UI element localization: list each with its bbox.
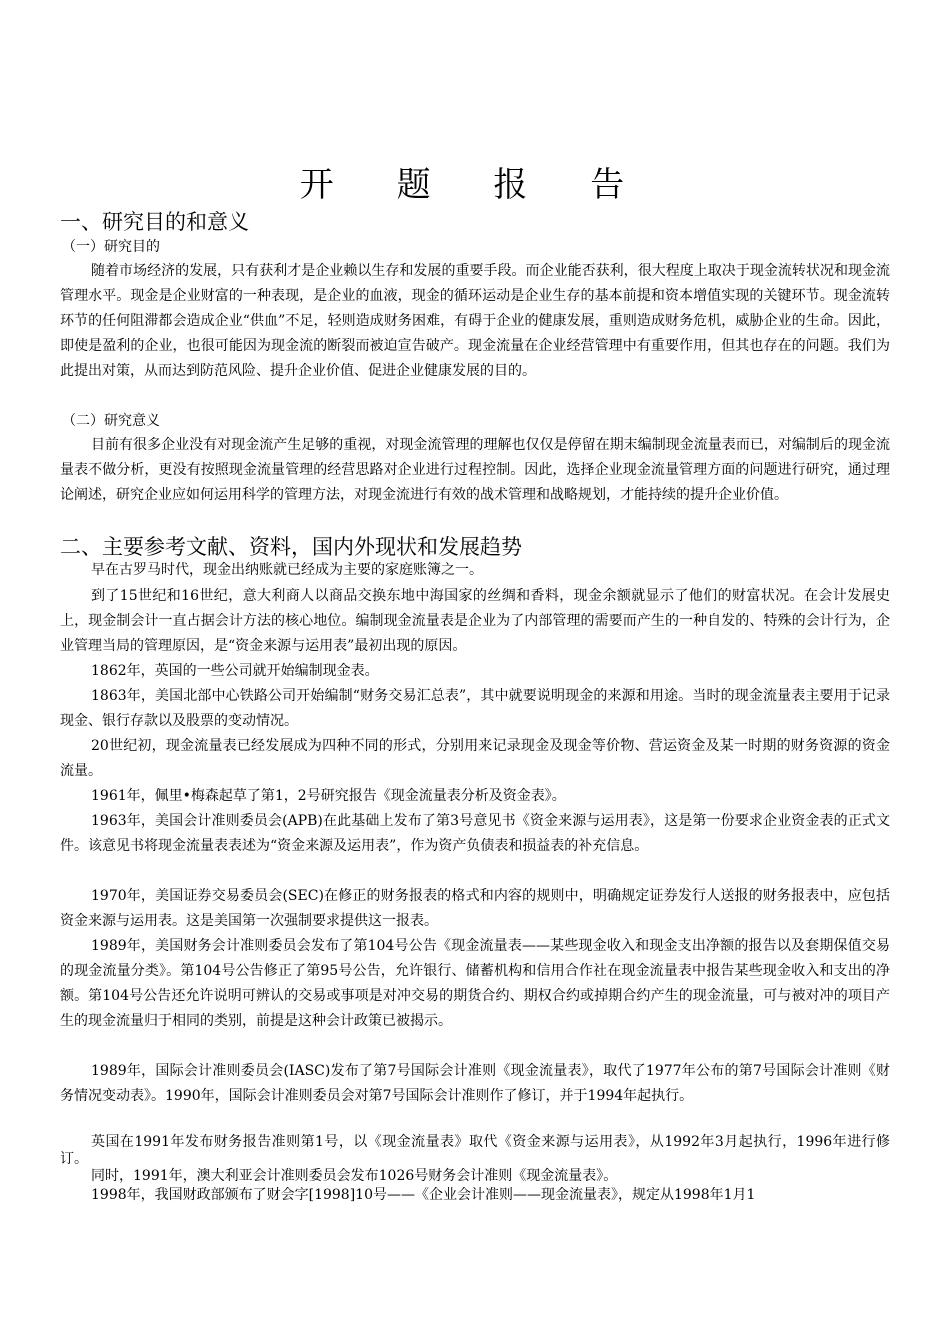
paragraph-1862: 1862年，英国的一些公司就开始编制现金表。: [91, 663, 379, 679]
section-heading-1: 一、研究目的和意义: [60, 210, 249, 234]
paragraph-1970: 1970年，美国证券交易委员会(SEC)在修正的财务报表的格式和内容的规则中，明确规定证券发行人送报的财务报表中，应包括资金来源与运用表。这是美国第一次强制要求提供这一报表。: [60, 888, 890, 929]
paragraph-research-significance: 目前有很多企业没有对现金流产生足够的重视，对现金流管理的理解也仅仅是停留在期末编制现金流量表而已，对编制后的现金流量表不做分析，更没有按照现金流量管理的经营思路对企业进行过程控制。因此，选择企业现金流量管理方面的问题进行研究，通过理论阐述，研究企业应如何运用科学的管理方法，对现金流进行有效的战术管理和战略规划，才能持续的提升企业价值。: [60, 437, 890, 503]
paragraph-uk-1991: 英国在1991年发布财务报告准则第1号，以《现金流量表》取代《资金来源与运用表》，从1992年3月起执行，1996年进行修订。: [60, 1134, 890, 1167]
subheading-research-significance: （二）研究意义: [62, 413, 160, 429]
subheading-research-purpose: （一）研究目的: [62, 239, 160, 255]
paragraph-ancient-rome: 早在古罗马时代，现金出纳账就已经成为主要的家庭账簿之一。: [91, 562, 483, 578]
paragraph-1963: 1963年，美国会计准则委员会(APB)在此基础上发布了第3号意见书《资金来源与运用表》，这是第一份要求企业资金表的正式文件。该意见书将现金流量表表述为“资金来源及运用表”，作为资产负债表和损益表的补充信息。: [60, 813, 890, 854]
paragraph-1989-fasb: 1989年，美国财务会计准则委员会发布了第104号公告《现金流量表——某些现金收入和现金支出净额的报告以及套期保值交易的现金流量分类》。第104号公告修正了第95号公告，允许银行、储蓄机构和信用合作社在现金流量表中报告某些现金收入和支出的净额。第104号公告还允许说明可辨认的交易或事项是对冲交易的期货合约、期权合约或掉期合约产生的现金流量，可与被对冲的项目产生的现金流量归于相同的类别，前提是这种会计政策已被揭示。: [60, 938, 890, 1029]
paragraph-australia-1991: 同时，1991年，澳大利亚会计准则委员会发布1026号财务会计准则《现金流量表》。: [91, 1168, 618, 1184]
paragraph-15th-century: 到了15世纪和16世纪，意大利商人以商品交换东地中海国家的丝绸和香料，现金余额就显示了他们的财富状况。在会计发展史上，现金制会计一直占据会计方法的核心地位。编制现金流量表是企业为了内部管理的需要而产生的一种自发的、特殊的会计行为，企业管理当局的管理原因，是“资金来源与运用表”最初出现的原因。: [60, 588, 890, 654]
section-heading-2: 二、主要参考文献、资料，国内外现状和发展趋势: [60, 535, 522, 559]
page-title: 开 题 报 告: [299, 165, 651, 205]
paragraph-1989-iasc: 1989年，国际会计准则委员会(IASC)发布了第7号国际会计准则《现金流量表》，取代了1977年公布的第7号国际会计准则《财务情况变动表》。1990年，国际会计准则委员会对第7号国际会计准则作了修订，并于1994年起执行。: [60, 1063, 890, 1104]
paragraph-research-purpose: 随着市场经济的发展，只有获利才是企业赖以生存和发展的重要手段。而企业能否获利，很大程度上取决于现金流转状况和现金流管理水平。现金是企业财富的一种表现，是企业的血液，现金的循环运动是企业生存的基本前提和资本增值实现的关键环节。现金流转环节的任何阻滞都会造成企业“供血”不足，轻则造成财务困难，有碍于企业的健康发展，重则造成财务危机，威胁企业的生命。因此，即使是盈利的企业，也很可能因为现金流的断裂而被迫宣告破产。现金流量在企业经营管理中有重要作用，但其也存在的问题。我们为此提出对策，从而达到防范风险、提升企业价值、促进企业健康发展的目的。: [60, 263, 890, 379]
paragraph-20th-century: 20世纪初，现金流量表已经发展成为四种不同的形式，分别用来记录现金及现金等价物、营运资金及某一时期的财务资源的资金流量。: [60, 738, 890, 779]
paragraph-1863: 1863年，美国北部中心铁路公司开始编制“财务交易汇总表”，其中就要说明现金的来源和用途。当时的现金流量表主要用于记录现金、银行存款以及股票的变动情况。: [60, 688, 890, 729]
paragraph-china-1998: 1998年，我国财政部颁布了财会字[1998]10号——《企业会计准则——现金流量表》，规定从1998年1月1: [91, 1187, 756, 1203]
paragraph-1961: 1961年，佩里•梅森起草了第1，2号研究报告《现金流量表分析及资金表》。: [91, 788, 566, 804]
